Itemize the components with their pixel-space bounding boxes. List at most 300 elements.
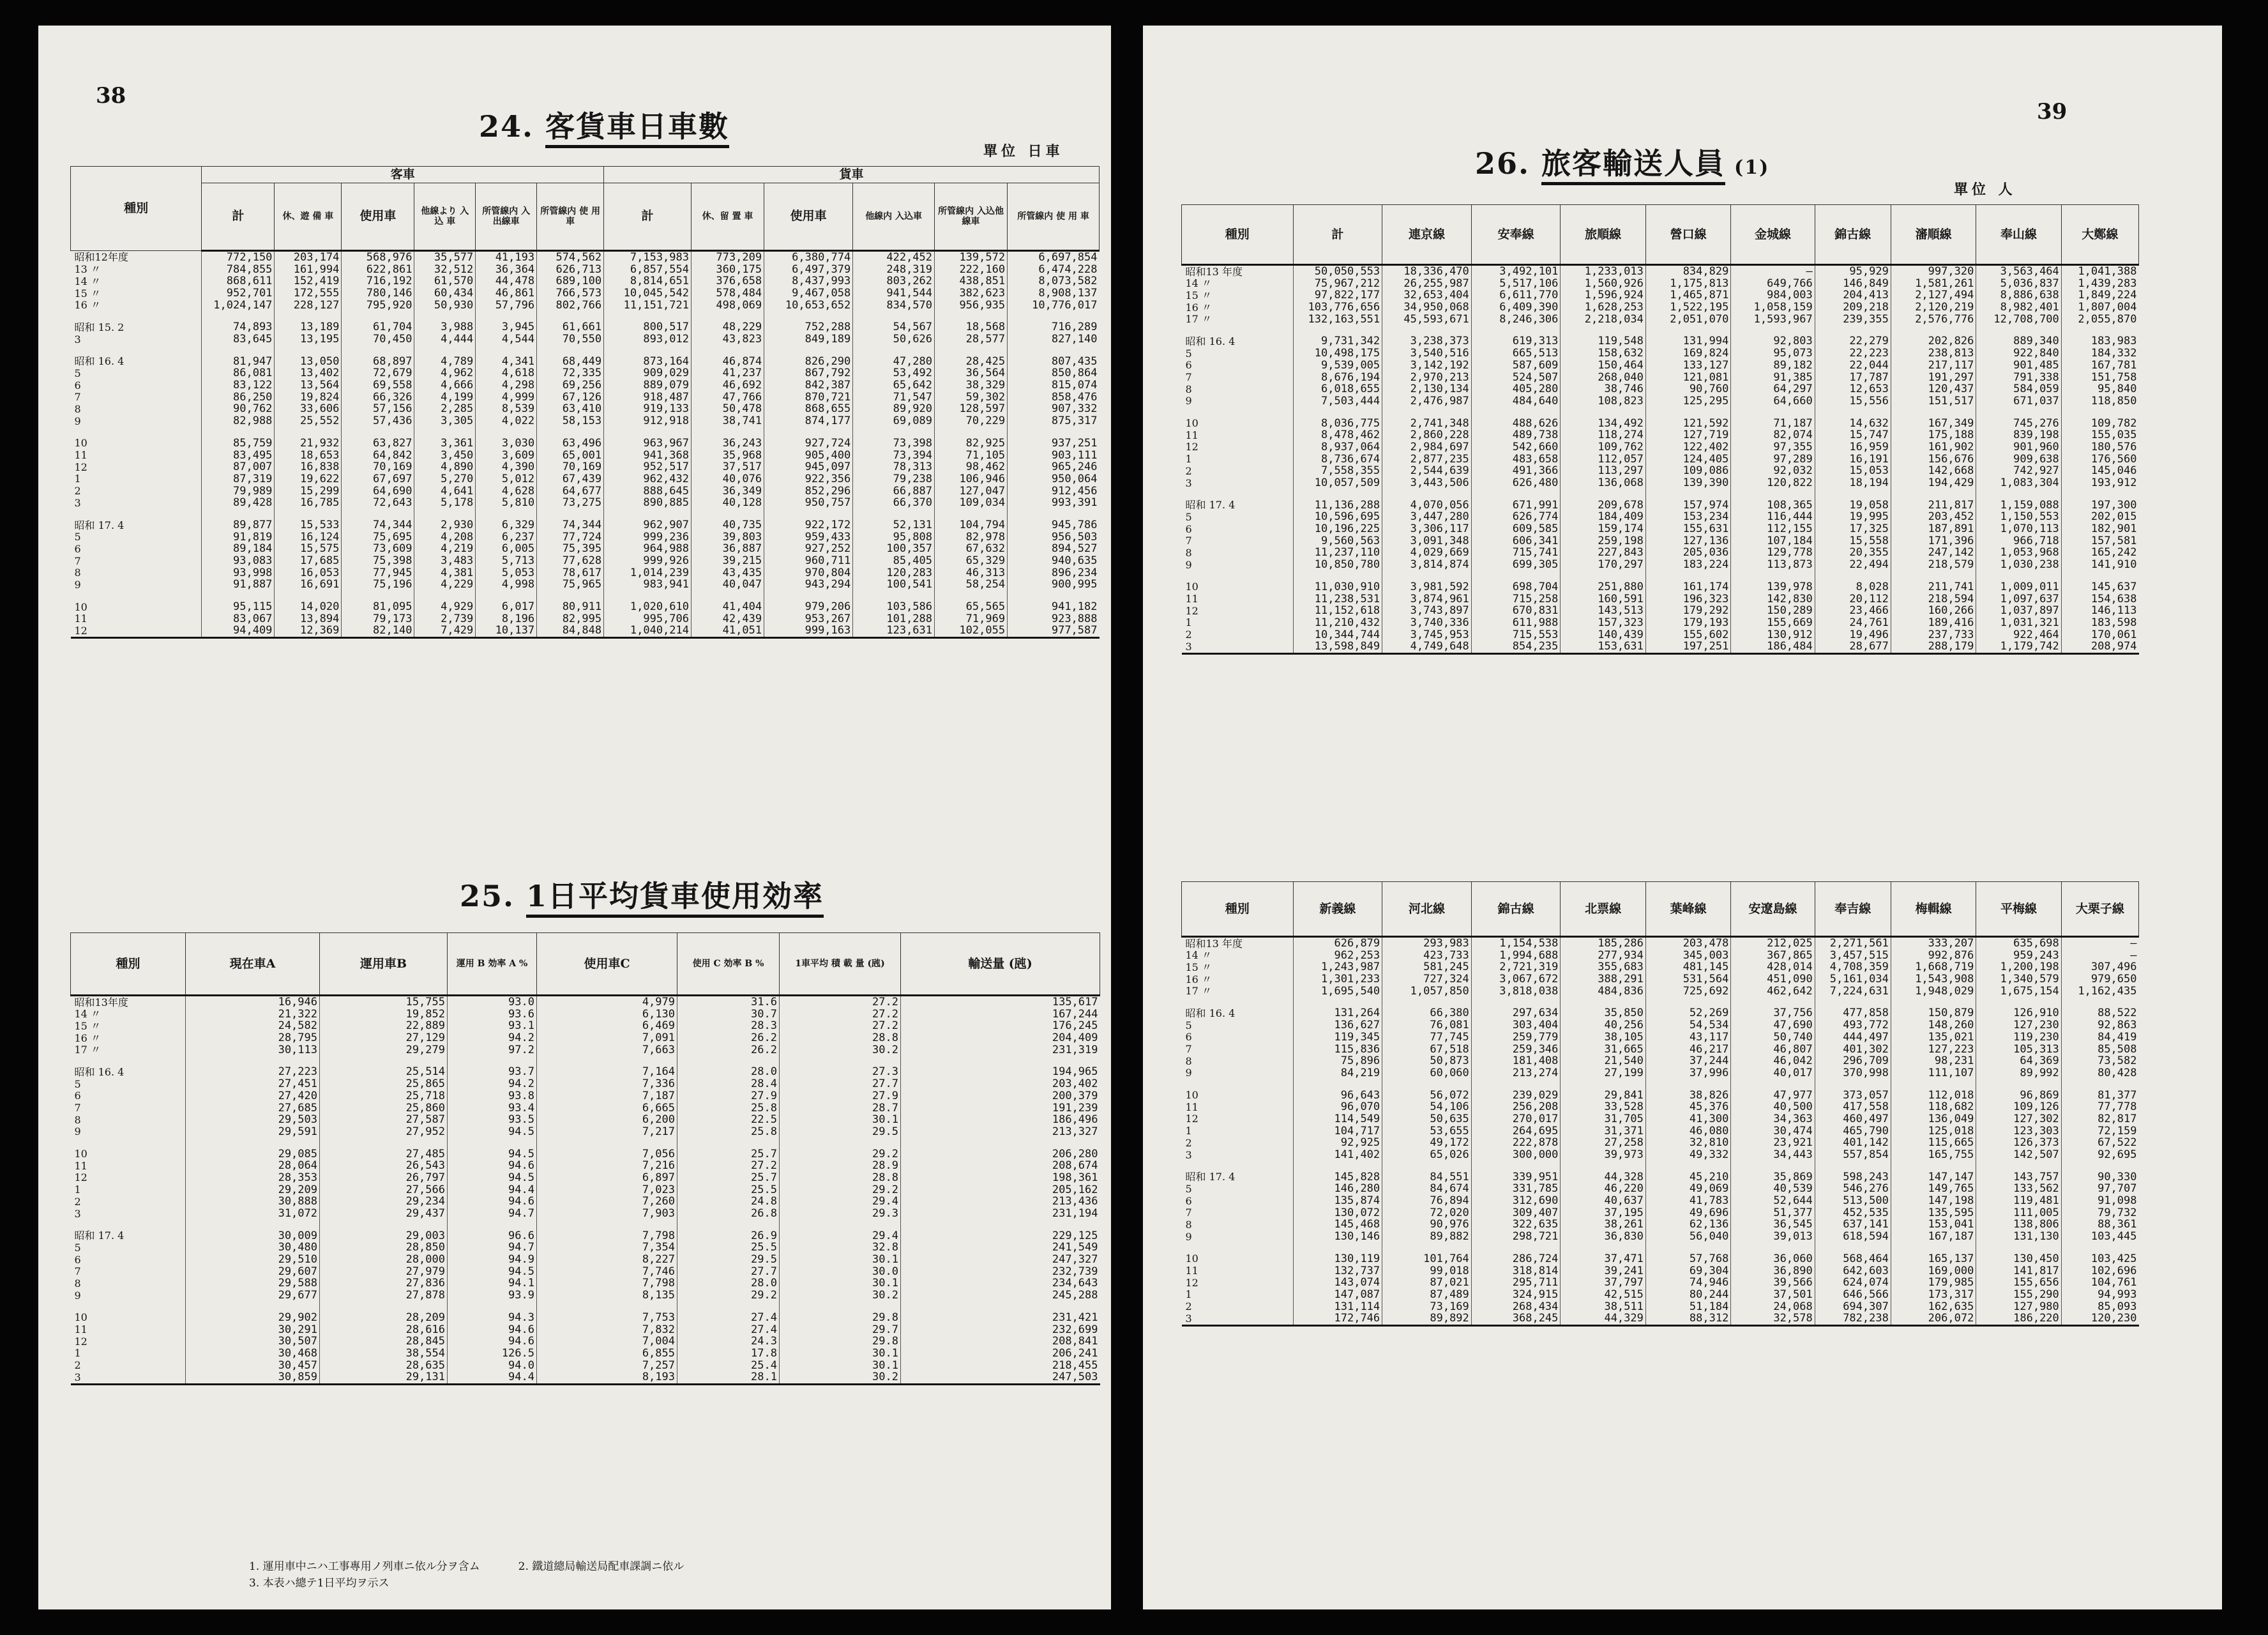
table-cell: 231,194 [901,1208,1100,1220]
table-cell: 211,741 [1891,571,1976,593]
table-cell: 77,945 [342,567,414,579]
table-24-title [479,103,729,146]
table-cell: 3,740,336 [1382,617,1472,629]
table-cell: 20,112 [1815,593,1891,605]
table-cell: 40,128 [692,497,764,509]
row-label: 昭和13 年度 [1185,937,1243,950]
row-label: 3 [1185,1149,1192,1161]
table-cell: 97,707 [2061,1183,2138,1195]
table-cell: 94.7 [448,1242,537,1254]
table-cell: 36,830 [1561,1231,1645,1243]
table-cell: 53,655 [1382,1125,1472,1137]
table-cell: 165,137 [1891,1243,1976,1265]
t24-freight-group: 貨車 [604,167,1100,183]
table-cell: 1,628,253 [1561,301,1645,314]
table-cell: 54,106 [1382,1101,1472,1113]
table-cell: 30.2 [780,1289,901,1302]
table-cell: 5,012 [476,473,537,485]
table-cell: 40,017 [1731,1067,1815,1079]
table-cell: 277,934 [1561,950,1645,962]
table-cell: 1,807,004 [2061,301,2138,314]
table-cell: 38,554 [320,1348,448,1360]
table-cell: 29,131 [320,1371,448,1384]
row-label: 2 [74,1359,81,1372]
table-cell: 50,740 [1731,1031,1815,1044]
table-cell: 167,244 [901,1008,1100,1021]
row-label: 3 [74,1208,81,1220]
t24-col: 使用車 [342,183,414,250]
table-cell: 183,983 [2061,325,2138,347]
table-row [1182,1231,2139,1243]
table-row [1182,1125,2139,1137]
table-cell: 26,543 [320,1160,448,1172]
table-cell: 95,808 [853,531,935,544]
table-cell: 121,081 [1645,372,1730,384]
table-cell: 155,656 [1976,1277,2061,1289]
table-cell: 119,548 [1561,325,1645,347]
table-cell: 15,533 [275,509,342,531]
table-cell: 635,698 [1976,937,2061,950]
row-label: 14 〃 [1185,277,1212,290]
table-cell: 82,074 [1731,429,1815,441]
row-label: 11 [1185,1101,1198,1113]
table-cell: 119,345 [1293,1031,1382,1044]
table-cell: 147,087 [1293,1289,1382,1301]
table-row [1182,1031,2139,1044]
table-cell: 227,843 [1561,547,1645,559]
table-row [71,1160,1100,1172]
row-label: 11 [1185,1265,1198,1277]
table-cell: 370,998 [1815,1067,1891,1079]
table-cell: 4,641 [414,485,476,498]
row-label: 5 [74,367,81,379]
table-cell: 79,173 [342,613,414,625]
table-cell: 30,113 [186,1044,320,1056]
table-cell: 488,626 [1471,407,1561,430]
table-cell: 10,137 [476,625,537,637]
table-cell: 23,466 [1815,605,1891,617]
table-cell: 941,544 [853,287,935,300]
table-cell: 977,587 [1008,625,1100,637]
table-cell: 839,198 [1976,429,2061,441]
table-cell: 1,020,610 [604,591,692,613]
row-label: 15 〃 [74,287,101,300]
table-cell: 1,593,967 [1731,314,1815,326]
table-cell: 7,187 [537,1090,677,1102]
table-cell: 115,665 [1891,1137,1976,1149]
table-cell: 422,452 [853,250,935,263]
row-label: 12 [74,1171,87,1184]
row-label: 昭和 17. 4 [74,519,125,531]
table-cell: 993,391 [1008,497,1100,509]
table-cell: 82,817 [2061,1113,2138,1125]
table-cell: 28,577 [935,333,1008,346]
row-label: 9 [1185,1231,1192,1243]
row-label: 6 [1185,1195,1192,1207]
row-label: 2 [1185,1137,1192,1149]
table-cell: 1,083,304 [1976,477,2061,489]
table-cell: 73,169 [1382,1301,1472,1313]
table-cell: 7,798 [537,1277,677,1289]
table-cell: 205,162 [901,1184,1100,1196]
table-cell: 54,534 [1645,1019,1730,1031]
table-cell: 2,877,235 [1382,453,1472,466]
table-cell: 24,761 [1815,617,1891,629]
row-label: 昭和 17. 4 [74,1229,125,1242]
table-cell: 196,323 [1645,593,1730,605]
table-cell: 83,495 [202,450,275,462]
table-cell: 873,164 [604,346,692,368]
table-cell: 208,674 [901,1160,1100,1172]
table-cell: 72,643 [342,497,414,509]
table-cell: 25.4 [677,1360,780,1372]
table-cell: 51,377 [1731,1207,1815,1219]
table-cell: 999,236 [604,531,692,544]
table-cell: 239,355 [1815,314,1891,326]
table-cell: 126,910 [1976,997,2061,1019]
table-cell: 900,995 [1008,579,1100,591]
table-cell: 64,677 [537,485,604,498]
table-cell: 94.2 [448,1032,537,1044]
row-label: 11 [74,612,87,625]
table-cell: 30.1 [780,1254,901,1266]
table-cell: 206,072 [1891,1312,1976,1325]
table-cell: 198,361 [901,1172,1100,1184]
table-cell: 94.3 [448,1302,537,1324]
table-cell: 29,279 [320,1044,448,1056]
table-cell: 268,040 [1561,372,1645,384]
table-row [1182,289,2139,301]
table-cell: 32.8 [780,1242,901,1254]
table-row [71,403,1100,415]
row-label: 1 [1185,616,1192,629]
table-cell: 4,444 [414,333,476,346]
table-cell: 86,250 [202,392,275,404]
table-cell: 29.2 [780,1184,901,1196]
table-cell: 834,570 [853,300,935,312]
table-cell: 92,925 [1293,1137,1382,1149]
table-cell: 3,457,515 [1815,950,1891,962]
table-cell: 29.5 [677,1254,780,1266]
table-cell: 222,878 [1471,1137,1561,1149]
table-cell: 74,344 [342,509,414,531]
table-cell: 15,558 [1815,535,1891,547]
table-cell: 8,437,993 [764,275,853,287]
table-cell: 912,918 [604,415,692,427]
table-row [71,287,1100,300]
table-25-title [460,873,824,915]
table-cell: 33,528 [1561,1101,1645,1113]
row-label: 11 [74,1323,87,1336]
table-cell: 97,289 [1731,453,1815,466]
t24-col: 所管線内 使 用 車 [1008,183,1100,250]
table-cell: 76,894 [1382,1195,1472,1207]
table-cell: 203,402 [901,1078,1100,1090]
table-cell: 7,091 [537,1032,677,1044]
table-cell: 94.4 [448,1371,537,1384]
table-cell: 14,632 [1815,407,1891,430]
t25-col-transport: 輸送量 (瓲) [901,933,1100,996]
table-cell: 25,865 [320,1078,448,1090]
table-cell: 27.2 [780,1008,901,1021]
table-cell: 9,731,342 [1293,325,1382,347]
table-cell: 143,074 [1293,1277,1382,1289]
table-row [71,473,1100,485]
table-cell: 800,517 [604,311,692,333]
table-cell: 1,301,233 [1293,973,1382,985]
table-cell: 218,579 [1891,559,1976,571]
table-cell: 45,210 [1645,1161,1730,1183]
table-cell: 50,930 [414,300,476,312]
table-cell: 7,056 [537,1138,677,1160]
table-cell: 77,778 [2061,1101,2138,1113]
table-cell: 84,219 [1293,1067,1382,1079]
table-cell: 943,294 [764,579,853,591]
table-cell: 43,435 [692,567,764,579]
table-cell: 179,292 [1645,605,1730,617]
table-cell: 58,254 [935,579,1008,591]
table-cell: 7,753 [537,1302,677,1324]
table-cell: 155,290 [1976,1289,2061,1301]
table-cell: 176,245 [901,1020,1100,1032]
table-cell: 234,643 [901,1277,1100,1289]
table-cell: 203,174 [275,250,342,263]
table-cell: 7,023 [537,1184,677,1196]
row-label: 5 [1185,1183,1192,1195]
table-cell: 82,988 [202,415,275,427]
table-cell: 1,465,871 [1645,289,1730,301]
table-cell: 60,060 [1382,1067,1472,1079]
table-cell: 112,018 [1891,1079,1976,1102]
table-cell: 182,901 [2061,523,2138,535]
table-cell: 4,708,359 [1815,961,1891,973]
table-cell: 7,224,631 [1815,985,1891,998]
table-cell: 8,676,194 [1293,372,1382,384]
table-cell: 184,409 [1561,511,1645,523]
row-label: 17 〃 [74,1044,101,1056]
table-cell: 1,175,813 [1645,278,1730,290]
table-cell: 46,217 [1645,1044,1730,1056]
table-cell: 22,889 [320,1020,448,1032]
t24-col: 計 [604,183,692,250]
table-cell: 40,256 [1561,1019,1645,1031]
table-cell: 2,476,987 [1382,395,1472,407]
table-cell: 6,857,554 [604,264,692,276]
table-cell: 150,289 [1731,605,1815,617]
table-cell: 37,996 [1645,1067,1730,1079]
table-cell: 962,907 [604,509,692,531]
table-cell: 27,485 [320,1138,448,1160]
table-cell: 89,877 [202,509,275,531]
table-cell: 37,501 [1731,1289,1815,1301]
table-cell: 52,269 [1645,997,1730,1019]
table-cell: 1,994,688 [1471,950,1561,962]
table-cell: 27,878 [320,1289,448,1302]
table-cell: 37,756 [1731,997,1815,1019]
table-cell: 78,313 [853,461,935,473]
table-cell: 183,598 [2061,617,2138,629]
table-cell: 795,920 [342,300,414,312]
table-cell: 268,434 [1471,1301,1561,1313]
table-cell: 1,522,195 [1645,301,1730,314]
table-cell: 11,237,110 [1293,547,1382,559]
table-cell: 19,496 [1815,629,1891,641]
row-label: 7 [74,1102,81,1114]
table-cell: 127,302 [1976,1113,2061,1125]
table-cell: 28,677 [1815,641,1891,653]
table-cell: 17,685 [275,555,342,567]
table-row [71,1056,1100,1078]
table-cell: 130,072 [1293,1207,1382,1219]
table-cell: 94.1 [448,1277,537,1289]
table-cell: 484,836 [1561,985,1645,998]
table-cell: 912,456 [1008,485,1100,498]
table-cell: 69,558 [342,379,414,392]
table-cell: 112,155 [1731,523,1815,535]
table-row [1182,1289,2139,1301]
table-cell: 176,560 [2061,453,2138,466]
table-cell: 134,492 [1561,407,1645,430]
table-cell: 264,695 [1471,1125,1561,1137]
table-cell: 491,366 [1471,465,1561,477]
table-cell: 93,998 [202,567,275,579]
table-cell: 35,869 [1731,1161,1815,1183]
row-label: 8 [74,567,81,579]
table-cell: 167,781 [2061,360,2138,372]
t25-category-header: 種別 [71,933,186,996]
table-cell: 57,768 [1645,1243,1730,1265]
table-cell: 671,037 [1976,395,2061,407]
table-cell: 80,911 [537,591,604,613]
table-cell: 202,826 [1891,325,1976,347]
table-cell: 10,344,744 [1293,629,1382,641]
table-cell: 699,305 [1471,559,1561,571]
table-cell: 82,140 [342,625,414,637]
table-cell: 355,683 [1561,961,1645,973]
table-cell: 259,198 [1561,535,1645,547]
table-cell: 6,897 [537,1172,677,1184]
table-cell: 74,893 [202,311,275,333]
row-label: 5 [1185,347,1192,360]
table-cell: 153,041 [1891,1219,1976,1231]
t26l-header: 北票線 [1561,882,1645,937]
table-cell: 483,658 [1471,453,1561,466]
table-cell: 65,642 [853,379,935,392]
table-row [1182,383,2139,395]
table-cell: 25.8 [677,1126,780,1138]
row-label: 8 [1185,1219,1192,1231]
row-label: 7 [1185,1043,1192,1056]
table-cell: 29,841 [1561,1079,1645,1102]
table-row [71,1138,1100,1160]
table-cell: 89,882 [1382,1231,1472,1243]
table-row [71,264,1100,276]
table-cell: 922,356 [764,473,853,485]
table-cell: 4,381 [414,567,476,579]
table-cell: 22,279 [1815,325,1891,347]
table-cell: 4,229 [414,579,476,591]
table-cell: 1,053,968 [1976,547,2061,559]
table-cell: 149,765 [1891,1183,1976,1195]
table-cell: 85,093 [2061,1301,2138,1313]
table-cell: 94.5 [448,1172,537,1184]
t26l-header: 安遼島線 [1731,882,1815,937]
row-label: 8 [1185,547,1192,559]
table-24-heading: 客貨車日車數 [545,109,729,148]
table-cell: 546,276 [1815,1183,1891,1195]
table-cell: 782,238 [1815,1312,1891,1325]
table-cell: 147,198 [1891,1195,1976,1207]
table-cell: 65,329 [935,555,1008,567]
table-cell: 8,135 [537,1289,677,1302]
table-cell: 606,341 [1471,535,1561,547]
table-cell: 155,035 [2061,429,2138,441]
table-cell: 542,660 [1471,441,1561,453]
table-cell: 10,776,017 [1008,300,1100,312]
table-row [71,485,1100,498]
row-label: 11 [1185,429,1198,441]
table-cell: 97,822,177 [1293,289,1382,301]
table-cell: 1,179,742 [1976,641,2061,653]
t24-col: 計 [202,183,275,250]
table-cell: 26,255,987 [1382,278,1472,290]
table-cell: 63,827 [342,427,414,450]
table-cell: 462,642 [1731,985,1815,998]
table-cell: 151,517 [1891,395,1976,407]
t24-col: 所管線内 使 用 車 [537,183,604,250]
row-label: 12 [1185,1277,1198,1289]
table-cell: 46,080 [1645,1125,1730,1137]
table-cell: 26,797 [320,1172,448,1184]
table-cell: 37,471 [1561,1243,1645,1265]
table-row [71,1277,1100,1289]
table-cell: 36,545 [1731,1219,1815,1231]
row-label: 11 [74,1160,87,1172]
table-cell: 61,570 [414,275,476,287]
table-cell: 35,968 [692,450,764,462]
table-cell: 54,567 [853,311,935,333]
table-cell: 142,830 [1731,593,1815,605]
table-cell: 222,160 [935,264,1008,276]
table-cell: 145,046 [2061,465,2138,477]
table-cell: 6,855 [537,1348,677,1360]
table-cell: 6,005 [476,543,537,555]
table-cell: 33,606 [275,403,342,415]
table-row [71,346,1100,368]
table-cell: 30.1 [780,1114,901,1126]
table-cell: 81,377 [2061,1079,2138,1102]
table-cell: 489,738 [1471,429,1561,441]
table-cell: 84,848 [537,625,604,637]
table-cell: 587,609 [1471,360,1561,372]
table-25-number: 25. [460,879,515,913]
table-cell: 937,251 [1008,427,1100,450]
table-cell: 73,275 [537,497,604,509]
table-cell: 88,522 [2061,997,2138,1019]
row-label: 11 [74,449,87,462]
table-cell: 82,978 [935,531,1008,544]
table-row [1182,511,2139,523]
table-cell: 30.0 [780,1266,901,1278]
table-cell: 959,433 [764,531,853,544]
table-cell: 29,503 [186,1114,320,1126]
table-cell: 27.2 [780,1020,901,1032]
table-cell: 7,798 [537,1220,677,1242]
table-cell: 295,711 [1471,1277,1561,1289]
table-cell: 206,241 [901,1348,1100,1360]
table-row [1182,1207,2139,1219]
table-cell: 13,564 [275,379,342,392]
